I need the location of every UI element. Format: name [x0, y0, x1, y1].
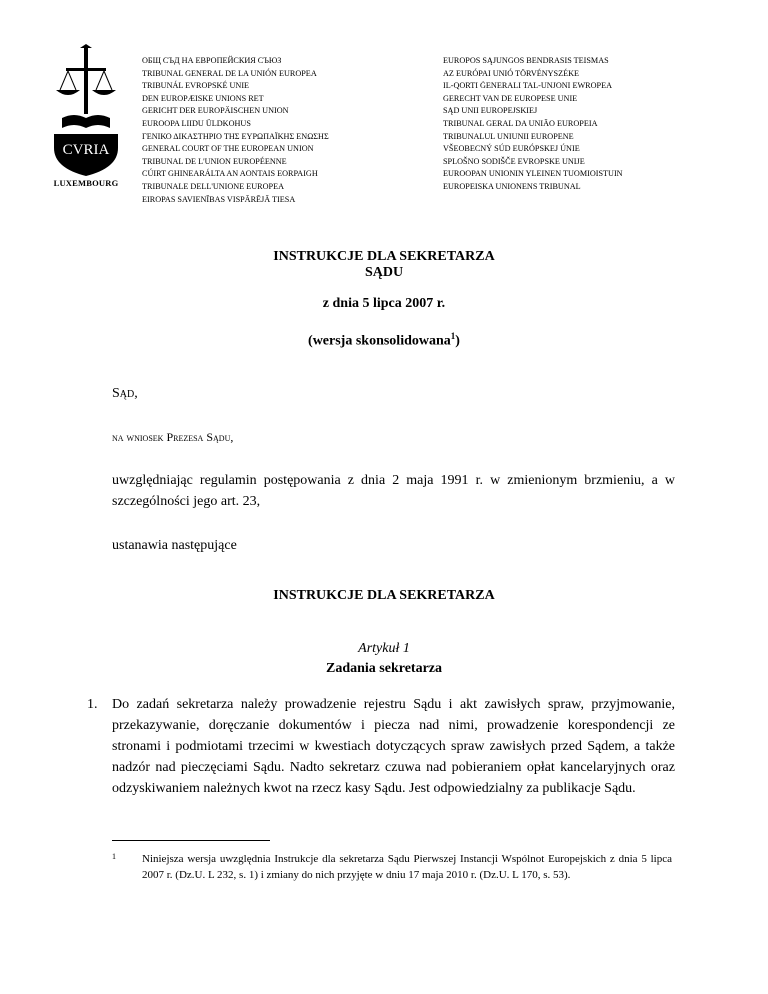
court-name: ΓΕΝΙΚΟ ΔΙΚΑΣΤΗΡΙΟ ΤΗΣ ΕΥΡΩΠΑΪΚΗΣ ΕΝΩΣΗΣ: [142, 131, 329, 141]
court-name: ОБЩ СЪД НА ЕВРОПЕЙСКИЯ СЪЮЗ: [142, 56, 282, 65]
footnote-divider: [112, 840, 270, 841]
court-name: EUROOPA LIIDU ÜLDKOHUS: [142, 118, 251, 128]
article-title: Zadania sekretarza: [325, 661, 442, 676]
footnote-number: 1: [112, 852, 116, 861]
issuer: Sąd,: [112, 386, 138, 401]
cvria-logo: [44, 44, 128, 196]
court-name: TRIBUNALE DELL'UNIONE EUROPEA: [142, 181, 285, 191]
document-title-line1: INSTRUKCJE DLA SEKRETARZA: [273, 249, 495, 264]
court-name: DEN EUROPÆISKE UNIONS RET: [142, 93, 264, 103]
court-name: AZ EURÓPAI UNIÓ TÖRVÉNYSZÉKE: [443, 68, 580, 78]
document-date: z dnia 5 lipca 2007 r.: [322, 296, 446, 311]
court-name: GERECHT VAN DE EUROPESE UNIE: [443, 93, 578, 103]
court-name: SĄD UNII EUROPEJSKIEJ: [443, 106, 538, 116]
court-name: TRIBUNALUL UNIUNII EUROPENE: [443, 131, 574, 141]
court-name: GENERAL COURT OF THE EUROPEAN UNION: [142, 144, 314, 154]
motion: na wniosek Prezesa Sądu,: [112, 430, 234, 444]
logo-location: LUXEMBOURG: [53, 178, 119, 188]
court-name: SPLOŠNO SODIŠČE EVROPSKE UNIJE: [443, 156, 585, 166]
court-emblem-icon: [44, 44, 128, 176]
court-name: TRIBUNÁL EVROPSKÉ UNIE: [142, 81, 250, 91]
version-close: ): [455, 333, 460, 349]
court-names-right: [443, 55, 623, 194]
court-name: TRIBUNAL GERAL DA UNIÃO EUROPEIA: [443, 118, 598, 128]
document-title: [0, 249, 768, 281]
footnote-text: Niniejsza wersja uwzględnia Instrukcje dla sekretarza Sądu Pierwszej Instancji Wspólnot Europejskich z dnia 5 lipca 2007 r. (Dz.U. L 232, s. 1) i zmiany do nich przyjęte w dniu 17 maja 2010 r. (Dz.U. L 170, s. 53).: [142, 853, 672, 881]
considering-paragraph: uwzględniając regulamin postępowania z dnia 2 maja 1991 r. w zmienionym brzmieniu, a w szczególności jego art. 23,: [112, 473, 675, 509]
court-name: GERICHT DER EUROPÄISCHEN UNION: [142, 106, 289, 116]
version-text: (wersja skonsolidowana: [308, 333, 451, 349]
document-title-line2: SĄDU: [364, 265, 404, 280]
establishes-line: ustanawia następujące: [112, 538, 237, 553]
court-name: EUROOPAN UNIONIN YLEINEN TUOMIOISTUIN: [443, 169, 623, 179]
item-number: 1.: [87, 697, 98, 712]
court-name: EUROPOS SĄJUNGOS BENDRASIS TEISMAS: [443, 56, 609, 65]
footnote-ref: 1: [450, 331, 456, 341]
section-title: INSTRUKCJE DLA SEKRETARZA: [273, 588, 495, 603]
court-name: IL-QORTI ĠENERALI TAL-UNJONI EWROPEA: [443, 81, 613, 91]
document-version: [0, 331, 768, 350]
logo-text: CVRIA: [62, 142, 110, 158]
item-text: Do zadań sekretarza należy prowadzenie rejestru Sądu i akt zawisłych spraw, przyjmowanie, przekazywanie, doręczanie dokumentów i piecza nad nimi, prowadzenie korespondencji ze stronami i podmiotami trzecimi w kwestiach dotyczących spraw zawisłych przed Sądem, a także nadzór nad pieczęciami Sądu. Nadto sekretarz czuwa nad pobieraniem opłat kancelaryjnych oraz odzyskiwaniem należnych kwot na rzecz kasy Sądu. Jest odpowiedzialny za publikacje Sądu.: [112, 697, 675, 796]
article-number: Artykuł 1: [358, 641, 410, 656]
court-name: EUROPEISKA UNIONENS TRIBUNAL: [443, 181, 581, 191]
court-name: EIROPAS SAVIENĪBAS VISPĀRĒJĀ TIESA: [142, 194, 296, 204]
court-names-left: [142, 55, 329, 206]
court-name: VŠEOBECNÝ SÚD EURÓPSKEJ ÚNIE: [443, 144, 580, 154]
court-name: CÚIRT GHINEARÁLTA AN AONTAIS EORPAIGH: [142, 169, 318, 179]
court-name: TRIBUNAL DE L'UNION EUROPÉENNE: [142, 156, 287, 166]
court-name: TRIBUNAL GENERAL DE LA UNIÓN EUROPEA: [142, 68, 317, 78]
